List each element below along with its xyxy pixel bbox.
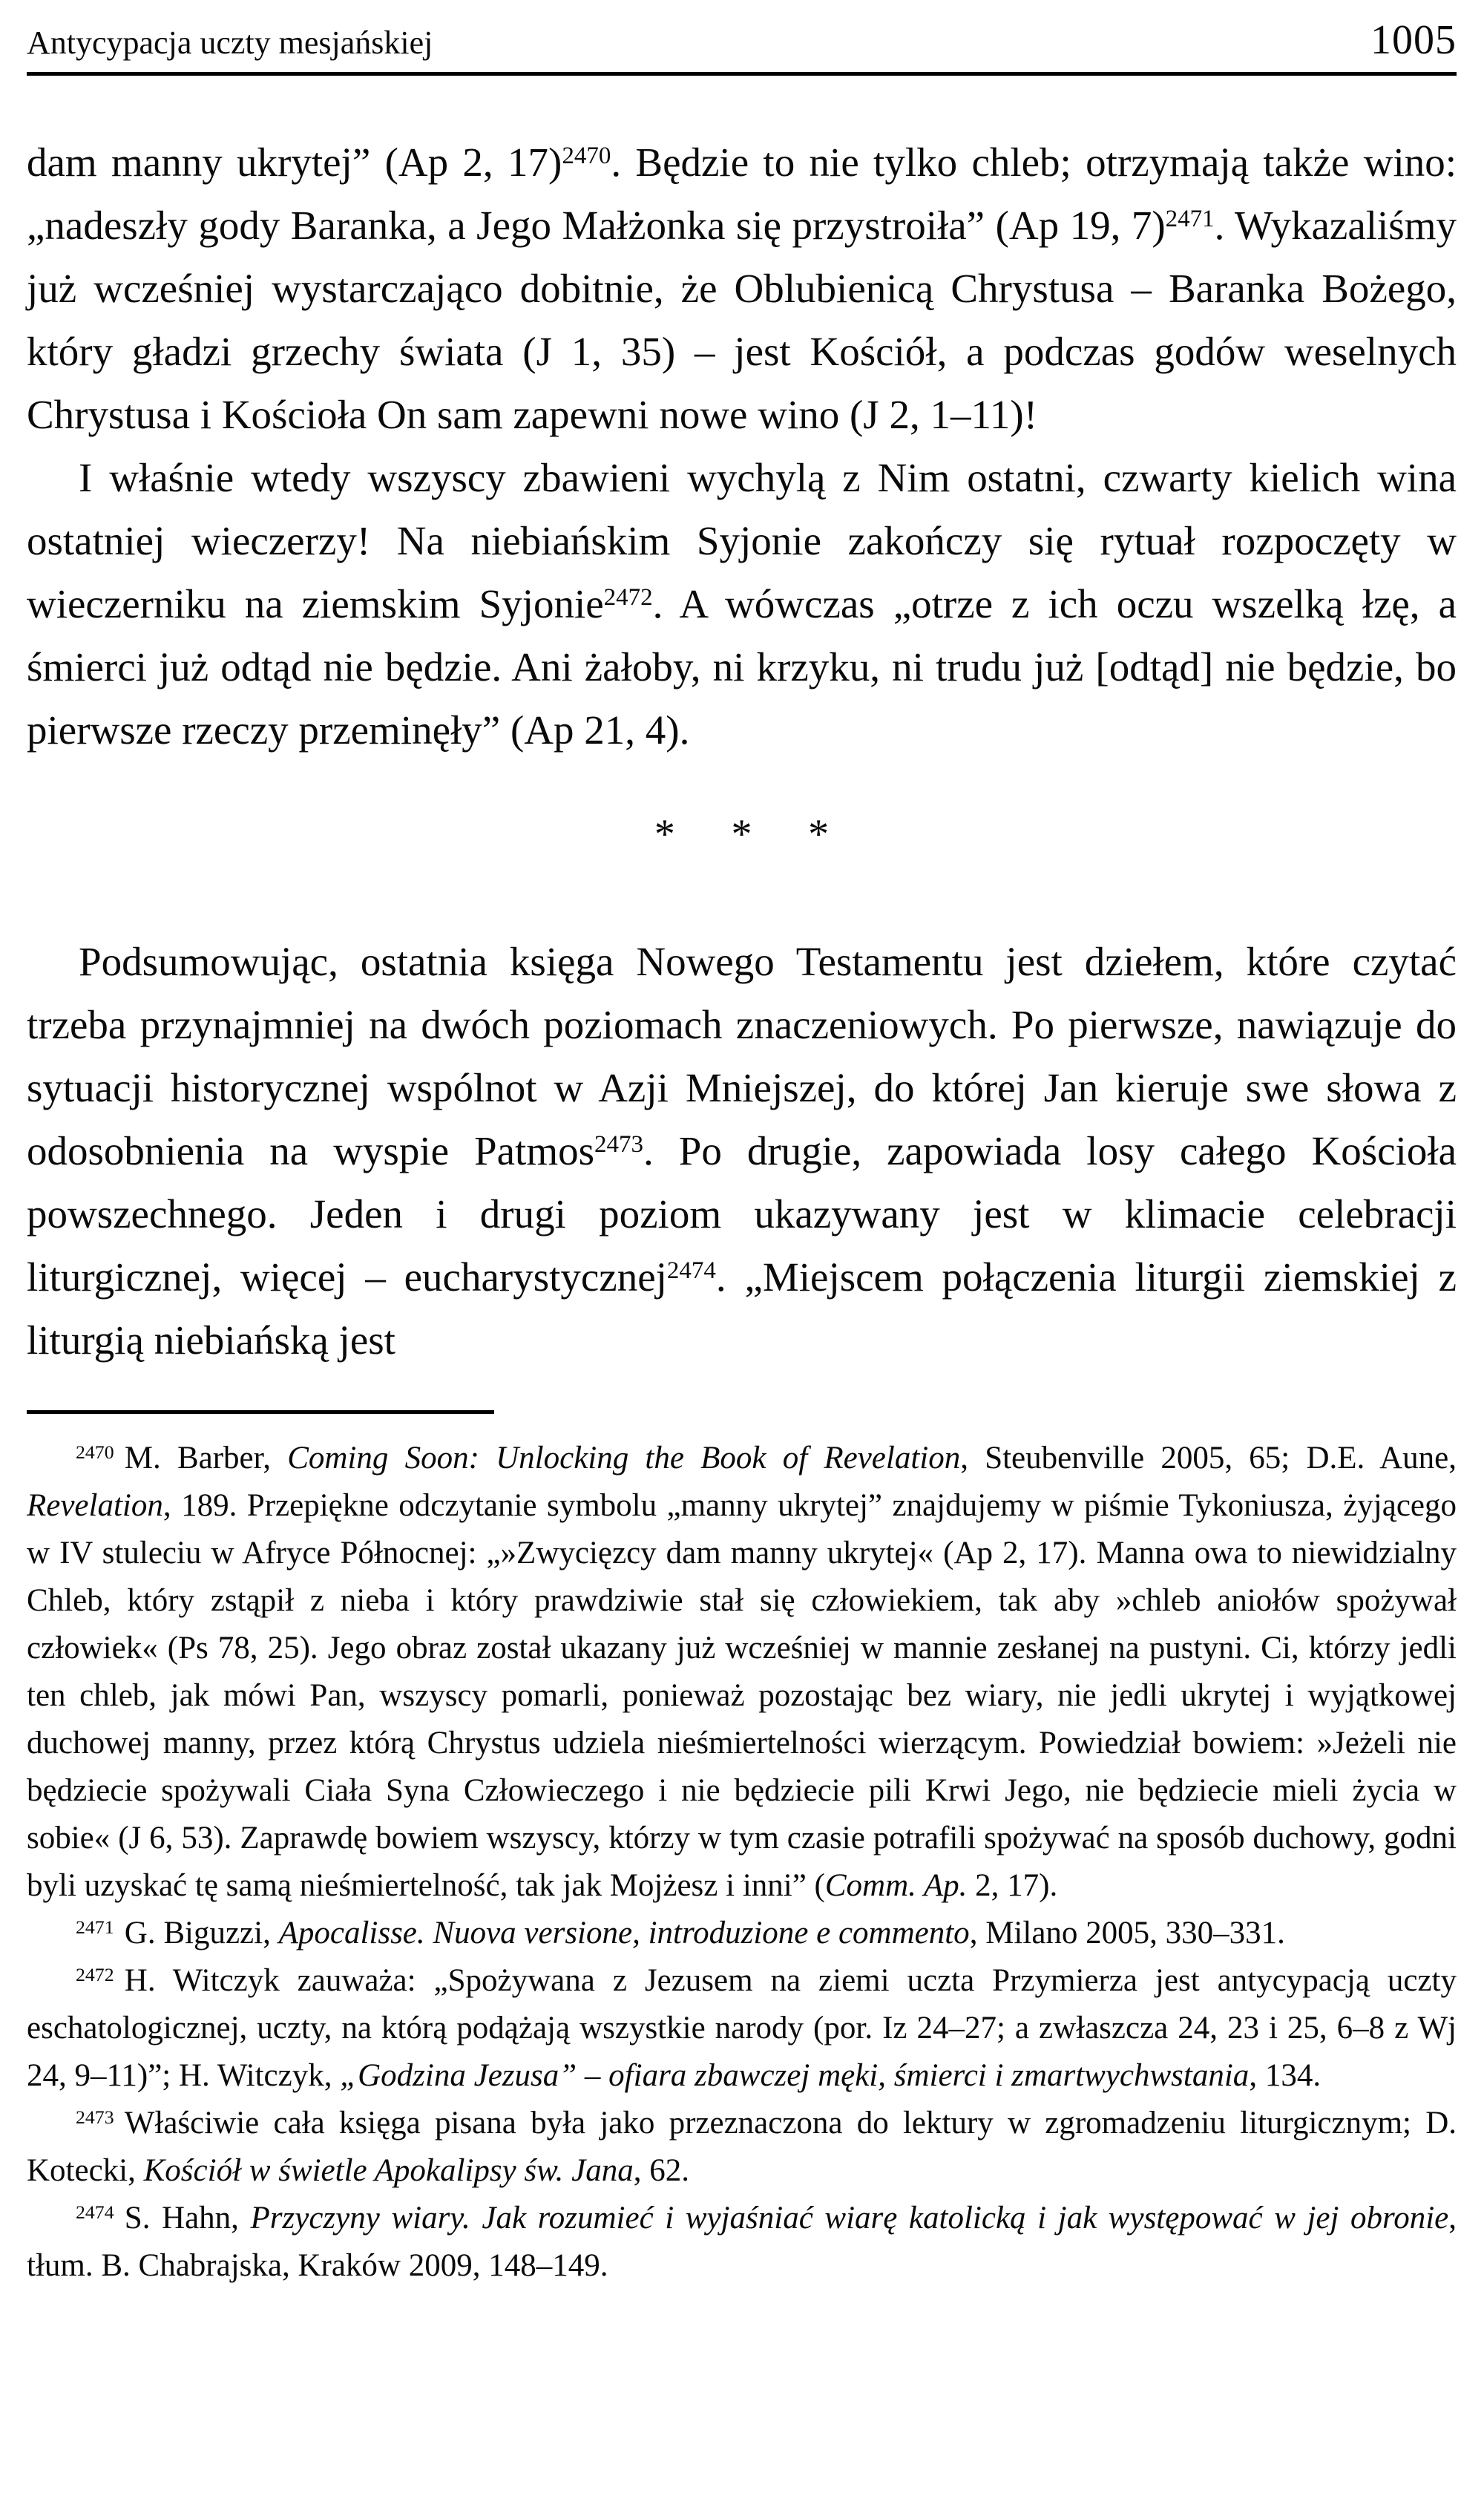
- italic-text: Apocalisse. Nuova versione, introduzione e commento: [278, 1916, 970, 1951]
- footnote-reference: 2473: [594, 1131, 644, 1159]
- paragraph-2: I właśnie wtedy wszyscy zbawieni wychylą z Nim ostatni, czwarty kielich wina ostatniej wieczerzy! Na niebiańskim Syjonie zakończy się rytuał rozpoczęty w wieczerniku na ziemskim Syjonie$^{2472}$. A wówczas „otrze z ich oczu wszelką łzę, a śmierci już odtąd nie będzie. Ani żałoby, ni krzyku, ni trudu już [odtąd] nie będzie, bo pierwsze rzeczy przeminęły” (Ap 21, 4).: [27, 455, 1457, 753]
- footnote-2472: [27, 1957, 1457, 2100]
- footnote-reference: 2471: [1165, 206, 1215, 233]
- paragraph-1: dam manny ukrytej” (Ap 2, 17)$^{2470}$. Będzie to nie tylko chleb; otrzymają także wino: „nadeszły gody Baranka, a Jego Małżonka się przystroiła” (Ap 19, 7)$^{2471}$. Wykazaliśmy już wcześniej wystarczająco dobitnie, że Oblubienicą Chrystusa – Baranka Bożego, który gładzi grzechy świata (J 1, 35) – jest Kościół, a podczas godów weselnych Chrystusa i Kościoła On sam zapewni nowe wino (J 2, 1–11)!: [27, 140, 1457, 438]
- footnote-number: 2470: [76, 1441, 114, 1463]
- footnote-2473: [27, 2100, 1457, 2195]
- italic-text: „Godzina Jezusa” – ofiara zbawczej męki, śmierci i zmartwychwstania: [340, 2058, 1250, 2094]
- footnote-number: 2471: [76, 1916, 114, 1938]
- italic-text: Przyczyny wiary. Jak rozumieć i wyjaśniać wiarę katolicką i jak występować w jej obronie: [250, 2201, 1449, 2236]
- asterisk-separator: * * *: [654, 811, 852, 858]
- footnote-2471: [27, 1910, 1457, 1957]
- italic-text: Kościół w świetle Apokalipsy św. Jana: [143, 2153, 634, 2189]
- running-title: Antycypacja uczty mesjańskiej: [27, 24, 433, 61]
- footnote-text: G. Biguzzi, Apocalisse. Nuova versione, introduzione e commento, Milano 2005, 330–331.: [124, 1916, 1285, 1951]
- header-rule: [27, 72, 1457, 76]
- footnote-text: S. Hahn, Przyczyny wiary. Jak rozumieć i wyjaśniać wiarę katolicką i jak występować w jej obronie, tłum. B. Chabrajska, Kraków 2009, 148–149.: [27, 2201, 1457, 2284]
- footnote-text: Właściwie cała księga pisana była jako przeznaczona do lektury w zgromadzeniu liturgicznym; D. Kotecki, Kościół w świetle Apokalipsy św. Jana, 62.: [27, 2106, 1457, 2189]
- footnote-reference: 2474: [666, 1257, 716, 1285]
- footnote-text: M. Barber, Coming Soon: Unlocking the Book of Revelation, Steubenville 2005, 65; D.E. Aune, Revelation, 189. Przepiękne odczytanie symbolu „manny ukrytej” znajdujemy w piśmie Tykoniusza, żyjącego w IV stuleciu w Afryce Północnej: „»Zwycięzcy dam manny ukrytej« (Ap 2, 17). Manna owa to niewidzialny Chleb, który zstąpił z nieba i który prawdziwie stał się człowiekiem, tak aby »chleb aniołów spożywał człowiek« (Ps 78, 25). Jego obraz został ukazany już wcześniej w mannie zesłanej na pustyni. Ci, którzy jedli ten chleb, jak mówi Pan, wszyscy pomarli, ponieważ pozostając bez wiary, nie jedli ukrytej i wyjątkowej duchowej manny, przez którą Chrystus udziela nieśmiertelności wierzącym. Powiedział bowiem: »Jeżeli nie będziecie spożywali Ciała Syna Człowieczego i nie będziecie pili Krwi Jego, nie będziecie mieli życia w sobie« (J 6, 53). Zaprawdę bowiem wszyscy, którzy w tym czasie potrafili spożywać na sposób duchowy, godni byli uzyskać tę samą nieśmiertelność, tak jak Mojżesz i inni” (Comm. Ap. 2, 17).: [27, 1441, 1457, 1904]
- paragraph-3: Podsumowując, ostatnia księga Nowego Testamentu jest dziełem, które czytać trzeba przynajmniej na dwóch poziomach znaczeniowych. Po pierwsze, nawiązuje do sytuacji historycznej wspólnot w Azji Mniejszej, do której Jan kieruje swe słowa z odosobnienia na wyspie Patmos$^{2473}$. Po drugie, zapowiada losy całego Kościoła powszechnego. Jeden i drugi poziom ukazywany jest w klimacie celebracji liturgicznej, więcej – eucharystycznej$^{2474}$. „Miejscem połączenia liturgii ziemskiej z liturgią niebiańską jest: [27, 939, 1457, 1363]
- footnote-reference: 2472: [603, 584, 653, 612]
- page-header: [27, 19, 1457, 61]
- footnote-text: H. Witczyk zauważa: „Spożywana z Jezusem na ziemi uczta Przymierza jest antycypacją uczty eschatologicznej, uczty, na którą podążają wszystkie narody (por. Iz 24–27; a zwłaszcza 24, 23 i 25, 6–8 z Wj 24, 9–11)”; H. Witczyk, „Godzina Jezusa” – ofiara zbawczej męki, śmierci i zmartwychwstania, 134.: [27, 1963, 1457, 2094]
- footnotes: [27, 1435, 1457, 2290]
- italic-text: Coming Soon: Unlocking the Book of Revelation: [287, 1441, 961, 1476]
- italic-text: Comm. Ap.: [824, 1868, 968, 1904]
- body-text: [27, 131, 1457, 1372]
- footnote-2470: [27, 1435, 1457, 1910]
- footnote-number: 2473: [76, 2106, 114, 2128]
- footnote-2474: [27, 2195, 1457, 2290]
- footnote-number: 2472: [76, 1963, 114, 1985]
- page-number: 1005: [1370, 17, 1457, 63]
- footnote-rule: [27, 1410, 494, 1414]
- italic-text: Revelation: [27, 1488, 163, 1524]
- footnote-reference: 2470: [562, 143, 611, 170]
- footnote-number: 2474: [76, 2201, 114, 2223]
